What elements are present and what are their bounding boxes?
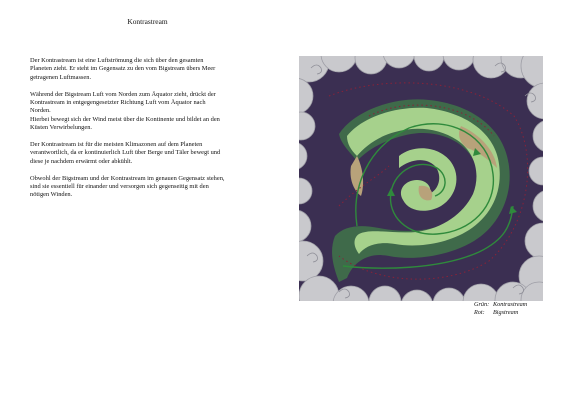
text-line: Obwohl der Bigstream und der Kontrastream im genauen Gegensatz stehen, [30, 174, 225, 182]
text-line: Kontrastream in entgegengesetzter Richtung Luft vom Äquator nach [30, 99, 206, 107]
text-line: Der Kontrastream ist eine Luftströmung die sich über den gesamten [30, 57, 204, 64]
legend-row-red [474, 309, 527, 317]
map-svg [299, 56, 543, 301]
text-line: verantwortlich, da er kontinuierlich Luft über Berge und Täler bewegt und [30, 149, 221, 157]
legend-key: Rot: [474, 309, 485, 316]
wind-map-illustration [299, 56, 543, 301]
map-legend [474, 301, 527, 317]
legend-value: Kontrastream [493, 301, 528, 308]
paragraph-2 [30, 91, 285, 133]
page-title: Kontrastream [127, 17, 168, 26]
text-line: diese je nachdem erwärmt oder abkühlt. [30, 157, 133, 165]
text-line: Hierbei bewegt sich der Wind meist über die Kontinente und bildet an den [30, 115, 220, 123]
text-line: Norden. [30, 107, 51, 115]
body-text [30, 57, 285, 208]
paragraph-1 [30, 57, 285, 82]
legend-key: Grün: [474, 301, 490, 308]
paragraph-4 [30, 175, 285, 200]
text-line: Planeten zieht. Er steht im Gegensatz zu den vom Bigstream übers Meer [30, 65, 216, 73]
text-line: Küsten Verwirbelungen. [30, 124, 92, 132]
text-line: Der Kontrastream ist für die meisten Klimazonen auf dem Planeten [30, 141, 203, 149]
text-line: nötigen Winden. [30, 191, 73, 199]
legend-value: Bigstream [493, 309, 519, 316]
text-line: Während der Bigstream Luft vom Norden zum Äquator zieht, drückt der [30, 90, 216, 98]
legend-row-green [474, 301, 527, 309]
text-line: getragenen Luftmassen. [30, 73, 92, 81]
text-line: sind sie essentiell für einander und versorgen sich gegenseitig mit den [30, 183, 209, 191]
paragraph-3 [30, 141, 285, 166]
